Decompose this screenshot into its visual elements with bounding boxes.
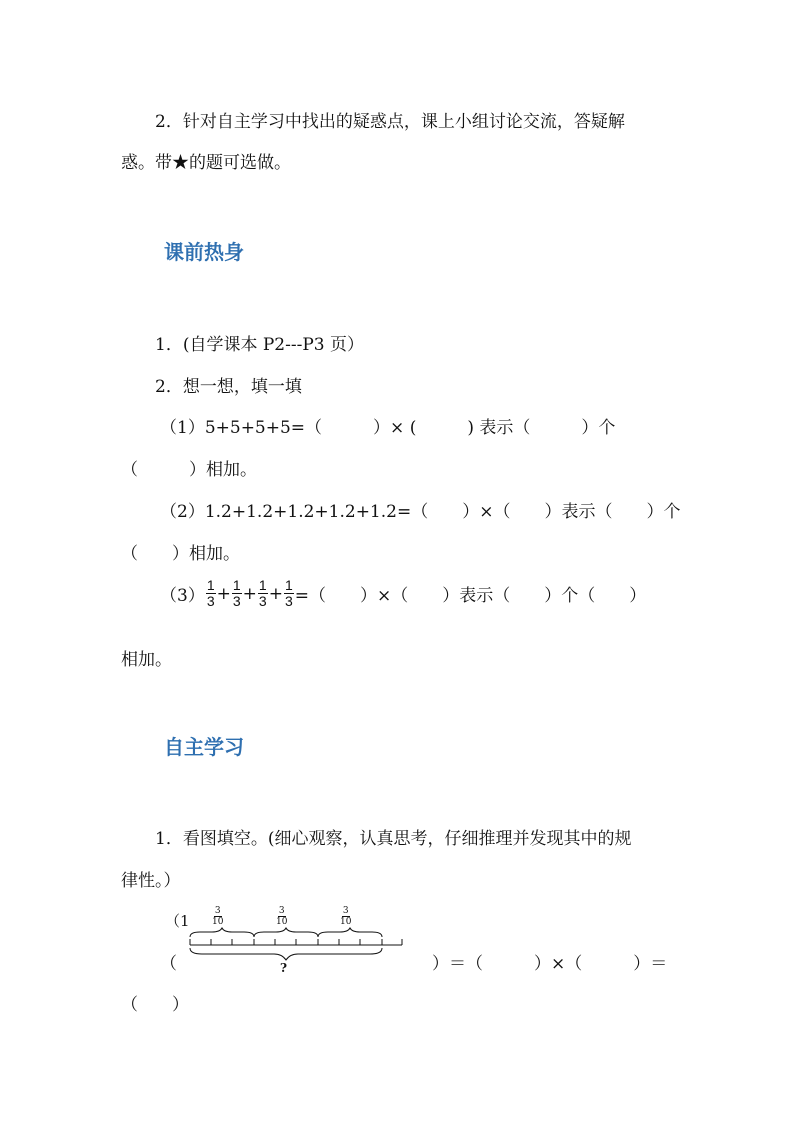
self-study-item-1-line-1: 1．看图填空。(细心观察，认真思考，仔细推理并发现其中的规 <box>155 829 632 849</box>
top-brace <box>190 928 254 937</box>
intro-line-1: 2．针对自主学习中找出的疑惑点，课上小组讨论交流，答疑解 <box>155 112 625 132</box>
question-1-line-1: （1）5+5+5+5=（ ）× ( ) 表示（ ）个 <box>160 418 616 438</box>
section-heading-warmup: 课前热身 <box>164 240 244 264</box>
question-3-line-1 <box>160 578 646 609</box>
warmup-item-2: 2．想一想，填一填 <box>155 377 302 397</box>
fraction-one-third: $\frac{1}{3}$ <box>258 577 267 609</box>
top-brace <box>318 928 382 937</box>
question-3-suffix: =（ ）×（ ）表示（ ）个（ ） <box>294 586 647 606</box>
self-study-item-1-line-2: 律性。） <box>121 871 181 891</box>
question-2-line-2: （ ）相加。 <box>121 544 240 564</box>
tick-marks <box>190 939 402 945</box>
section-heading-self-study: 自主学习 <box>164 735 244 759</box>
plus-sign: + <box>216 583 231 604</box>
fraction-one-third: $\frac{1}{3}$ <box>284 577 293 609</box>
equation-line-2: （ ） <box>121 995 189 1015</box>
diagram-question-mark: ? <box>280 961 288 975</box>
segment-fraction-label: 3 10 <box>212 906 224 927</box>
plus-sign: + <box>242 583 257 604</box>
fraction-one-third: $\frac{1}{3}$ <box>206 577 215 609</box>
plus-sign: + <box>268 583 283 604</box>
intro-line-2: 惑。带★的题可选做。 <box>121 153 291 173</box>
fraction-one-third: $\frac{1}{3}$ <box>232 577 241 609</box>
segment-fraction-label: 3 10 <box>340 906 352 927</box>
question-3-line-2: 相加。 <box>121 650 172 670</box>
bottom-brace <box>190 948 382 960</box>
top-brace <box>254 928 318 937</box>
question-3-prefix: （3） <box>160 586 205 606</box>
equation-line-1: ）＝（ ）×（ ）＝ <box>432 954 668 974</box>
segment-fraction-label: 3 10 <box>276 906 288 927</box>
question-1-line-2: （ ）相加。 <box>121 460 257 480</box>
diagram-label-prefix: （1 <box>165 912 190 930</box>
equation-open-paren: （ <box>160 954 177 974</box>
warmup-item-1: 1．(自学课本 P2---P3 页） <box>155 335 364 355</box>
question-2-line-1: （2）1.2+1.2+1.2+1.2+1.2=（ ）×（ ）表示（ ）个 <box>160 502 681 522</box>
number-line-diagram <box>180 928 410 968</box>
